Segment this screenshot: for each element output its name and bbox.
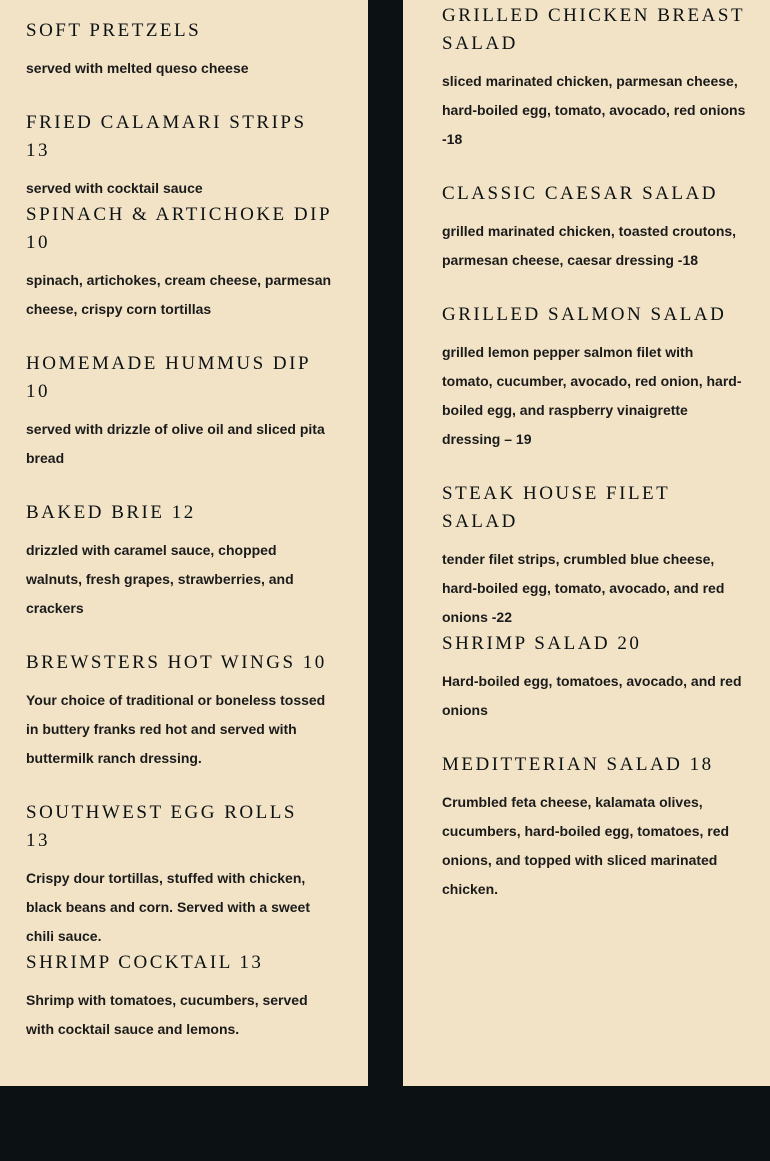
appetizers-panel bbox=[0, 0, 368, 1086]
item-description: grilled lemon pepper salmon filet with tomato, cucumber, avocado, red onion, hard-boiled egg, and raspberry vinaigrette dressing – 19 bbox=[442, 344, 742, 447]
menu-item bbox=[442, 2, 746, 154]
menu-item bbox=[442, 301, 746, 454]
item-title: BAKED BRIE 12 bbox=[26, 502, 196, 523]
item-title: MEDITTERIAN SALAD 18 bbox=[442, 754, 714, 775]
item-title: GRILLED CHICKEN BREAST SALAD bbox=[442, 5, 745, 54]
menu-item bbox=[26, 799, 326, 951]
item-description: Shrimp with tomatoes, cucumbers, served with cocktail sauce and lemons. bbox=[26, 992, 308, 1037]
menu-item bbox=[26, 949, 326, 1044]
item-description: Your choice of traditional or boneless tossed in buttery franks red hot and served with buttermilk ranch dressing. bbox=[26, 692, 326, 766]
menu-item bbox=[26, 109, 336, 203]
item-description: served with cocktail sauce bbox=[26, 180, 203, 196]
item-description: Crumbled feta cheese, kalamata olives, cucumbers, hard-boiled egg, tomatoes, red onions, and topped with sliced marinated chicken. bbox=[442, 794, 730, 897]
item-description: spinach, artichokes, cream cheese, parmesan cheese, crispy corn tortillas bbox=[26, 272, 332, 317]
item-title: SOFT PRETZELS bbox=[26, 20, 202, 41]
menu-item bbox=[26, 201, 336, 324]
menu-item bbox=[442, 751, 737, 904]
item-title: SHRIMP SALAD 20 bbox=[442, 633, 642, 654]
item-description: served with melted queso cheese bbox=[26, 60, 249, 76]
item-description: served with drizzle of olive oil and sliced pita bread bbox=[26, 421, 325, 466]
item-title: SPINACH & ARTICHOKE DIP 10 bbox=[26, 204, 332, 253]
item-title: HOMEMADE HUMMUS DIP 10 bbox=[26, 353, 311, 402]
menu-item bbox=[26, 499, 326, 623]
menu-item bbox=[26, 17, 336, 83]
menu-item bbox=[442, 180, 746, 275]
item-description: drizzled with caramel sauce, chopped walnuts, fresh grapes, strawberries, and crackers bbox=[26, 542, 294, 616]
menu-item bbox=[442, 630, 746, 725]
salads-panel bbox=[403, 0, 770, 1086]
item-description: grilled marinated chicken, toasted croutons, parmesan cheese, caesar dressing -18 bbox=[442, 223, 737, 268]
item-title: SOUTHWEST EGG ROLLS 13 bbox=[26, 802, 297, 851]
item-title: FRIED CALAMARI STRIPS 13 bbox=[26, 112, 307, 161]
menu-item bbox=[26, 350, 336, 473]
item-description: Hard-boiled egg, tomatoes, avocado, and red onions bbox=[442, 673, 742, 718]
menu-item bbox=[26, 649, 336, 773]
item-description: Crispy dour tortillas, stuffed with chicken, black beans and corn. Served with a sweet chili sauce. bbox=[26, 870, 310, 944]
item-title: STEAK HOUSE FILET SALAD bbox=[442, 483, 670, 532]
item-description: tender filet strips, crumbled blue cheese, hard-boiled egg, tomato, avocado, and red onions -22 bbox=[442, 551, 725, 625]
menu-item bbox=[442, 480, 746, 632]
item-title: CLASSIC CAESAR SALAD bbox=[442, 183, 718, 204]
item-title: GRILLED SALMON SALAD bbox=[442, 304, 727, 325]
item-title: BREWSTERS HOT WINGS 10 bbox=[26, 652, 327, 673]
item-description: sliced marinated chicken, parmesan cheese, hard-boiled egg, tomato, avocado, red onions -18 bbox=[442, 73, 746, 147]
item-title: SHRIMP COCKTAIL 13 bbox=[26, 952, 264, 973]
